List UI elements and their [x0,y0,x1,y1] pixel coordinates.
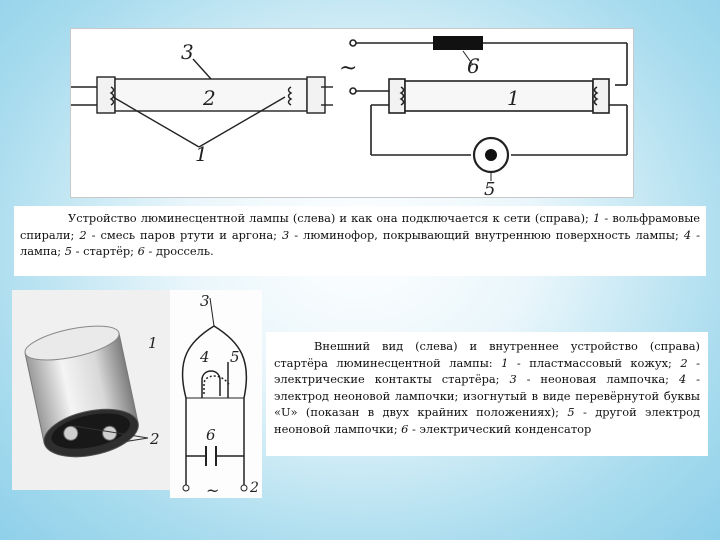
label-contact-2: 2 [250,480,259,496]
label-choke-6: 6 [467,54,480,78]
starter-photo [12,290,170,490]
caption-bottom-part-9: 5 [567,405,575,419]
caption-lamp-structure-text [20,210,700,260]
caption-bottom-part-12: - электрический конденсатор [408,421,592,436]
caption-bottom-part-0: Внешний вид (слева) и внутреннее устройство (справа) стартёра люминесцентной лампы: [274,339,700,370]
caption-lamp-structure [14,206,706,276]
caption-top-part-0: Устройство люминесцентной лампы (слева) и как она подключается к сети (справа); [68,211,593,225]
lamp-wiring-diagram [70,28,634,198]
caption-top-part-4: - смесь паров ртути и аргона; [86,227,282,242]
caption-bottom-part-2: - пластмассовый кожух; [508,355,681,370]
caption-bottom-part-3: 2 [680,355,688,370]
caption-top-part-10: - стартёр; [71,244,138,258]
label-ac-source-small: ~ [206,481,220,498]
caption-bottom-part-6: - неоновая лампочка; [516,372,679,386]
lamp-wiring-drawing [71,29,633,197]
label-contacts-2: 2 [150,430,160,448]
caption-bottom-part-5: 3 [509,372,517,386]
caption-starter-structure-text [274,338,700,437]
caption-top-part-9: 5 [64,244,72,258]
label-gas-2: 2 [203,86,216,110]
label-tube-1: 1 [507,86,520,110]
caption-bottom-part-10: - другой электрод неоновой лампочки; [274,405,700,436]
label-bulb-3: 3 [200,292,210,310]
caption-top-part-11: 6 [137,244,145,258]
caption-starter-structure [266,332,708,456]
caption-bottom-part-8: - электрод неоновой лампочки; изогнутый в виде перевёрнутой буквы «U» (показан в двух крайних положениях); [274,372,700,419]
right-circuit [350,40,627,181]
caption-top-part-2: - вольфрамовые спирали; [20,211,701,242]
label-housing-1: 1 [148,334,158,352]
choke-symbol [433,36,483,50]
caption-top-part-7: 4 [683,227,692,242]
caption-top-part-1: 1 [593,211,601,225]
caption-top-part-8: - лампа; [20,227,700,258]
caption-bottom-part-11: 6 [401,421,409,436]
label-coating-3: 3 [181,40,194,64]
caption-top-part-6: - люминофор, покрывающий внутреннюю поверхность лампы; [289,227,684,242]
label-capacitor-6: 6 [206,426,216,444]
starter-internal-drawing [170,290,262,498]
label-starter-5: 5 [484,179,496,197]
label-ac-source: ~ [339,56,358,81]
label-electrode-4: 4 [200,348,210,366]
label-filaments-1: 1 [195,142,208,166]
caption-top-part-3: 2 [79,227,87,242]
caption-bottom-part-4: - электрические контакты стартёра; [274,355,700,386]
caption-top-part-12: - дроссель. [144,244,214,258]
label-electrode-5: 5 [230,348,240,366]
left-tube [71,59,333,147]
starter-photo-drawing [12,290,170,490]
caption-bottom-part-1: 1 [501,355,509,370]
caption-top-part-5: 3 [281,227,290,242]
starter-internal-diagram [170,290,262,498]
caption-bottom-part-7: 4 [678,372,687,386]
